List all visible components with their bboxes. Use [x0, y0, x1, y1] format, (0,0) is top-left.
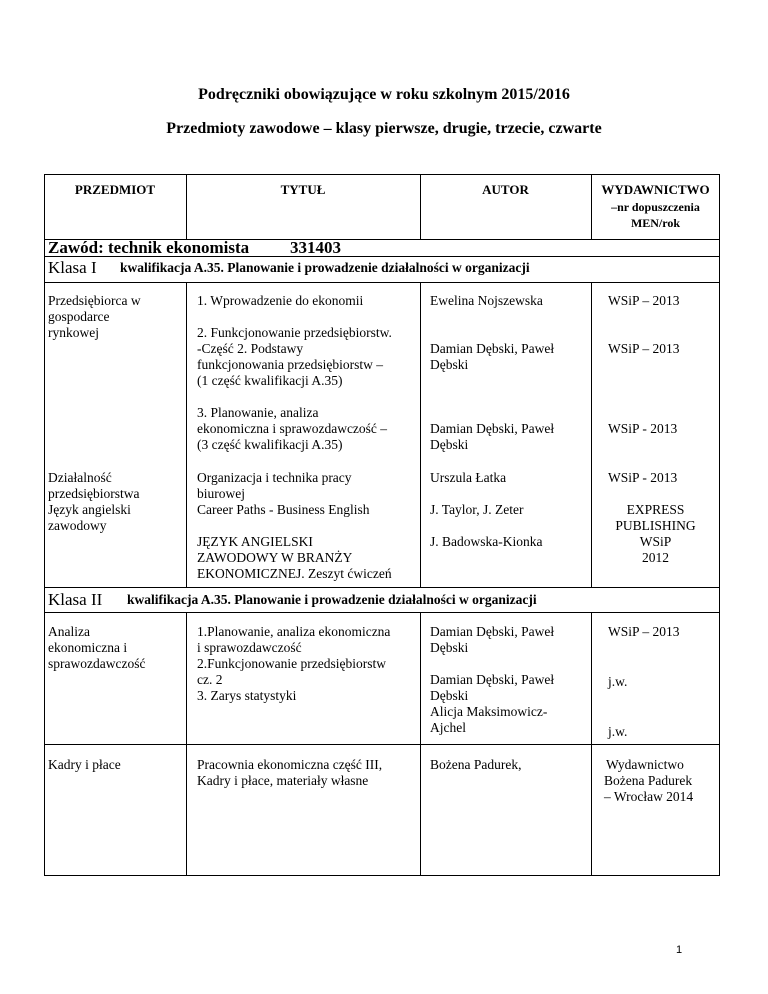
book-title: funkcjonowania przedsiębiorstw – — [197, 357, 383, 372]
subject-cell: zawodowy — [48, 518, 107, 533]
book-publisher: j.w. — [608, 724, 628, 739]
book-publisher: WSiP – 2013 — [608, 624, 680, 639]
book-title: Pracownia ekonomiczna część III, — [197, 757, 383, 772]
rule-klasa2-bottom — [44, 612, 720, 613]
book-author: Ewelina Nojszewska — [430, 293, 543, 308]
subject-cell: przedsiębiorstwa — [48, 486, 140, 501]
page-number: 1 — [676, 944, 683, 956]
book-title: 2.Funkcjonowanie przedsiębiorstw — [197, 656, 386, 671]
subject-cell: gospodarce — [48, 309, 110, 324]
book-title: Kadry i płace, materiały własne — [197, 773, 369, 788]
col-rule-1 — [186, 612, 187, 876]
book-publisher: WSiP – 2013 — [608, 341, 680, 356]
book-title: -Część 2. Podstawy — [197, 341, 304, 356]
document-subtitle: Przedmioty zawodowe – klasy pierwsze, drugie, trzecie, czwarte — [166, 120, 602, 137]
book-title: ZAWODOWY W BRANŻY — [197, 550, 353, 565]
book-title: 2. Funkcjonowanie przedsiębiorstw. — [197, 325, 392, 340]
book-title: 1. Wprowadzenie do ekonomii — [197, 293, 364, 308]
book-publisher: Bożena Padurek — [604, 773, 693, 788]
book-author: Damian Dębski, Paweł — [430, 341, 555, 356]
book-title: 1.Planowanie, analiza ekonomiczna — [197, 624, 391, 639]
book-author: J. Badowska-Kionka — [430, 534, 543, 549]
book-publisher: PUBLISHING — [615, 518, 696, 533]
klasa1-kwalifikacja: kwalifikacja A.35. Planowanie i prowadzenie działalności w organizacji — [120, 260, 530, 275]
book-publisher: j.w. — [608, 674, 628, 689]
col-rule-2 — [420, 612, 421, 876]
book-publisher: – Wrocław 2014 — [604, 789, 694, 804]
book-title: ekonomiczna i sprawozdawczość – — [197, 421, 388, 436]
subject-cell: Działalność — [48, 470, 112, 485]
klasa2-kwalifikacja: kwalifikacja A.35. Planowanie i prowadzenie działalności w organizacji — [127, 592, 537, 607]
subject-cell: Język angielski — [48, 502, 131, 517]
book-title: cz. 2 — [197, 672, 223, 687]
book-title: i sprawozdawczość — [197, 640, 302, 655]
header-publisher: WYDAWNICTWO — [601, 182, 710, 197]
col-rule-1 — [186, 282, 187, 587]
book-author: Alicja Maksimowicz- — [430, 704, 548, 719]
book-publisher: WSiP - 2013 — [608, 470, 678, 485]
book-title: 3. Zarys statystyki — [197, 688, 297, 703]
book-publisher: EXPRESS — [626, 502, 685, 517]
book-author: Ajchel — [430, 720, 466, 735]
book-author: Dębski — [430, 357, 469, 372]
header-publisher-line3: MEN/rok — [630, 216, 681, 230]
rule-row-kadry — [44, 744, 720, 745]
book-title: (1 część kwalifikacji A.35) — [197, 373, 343, 388]
rule-klasa2-top — [44, 587, 720, 588]
col-rule-3 — [591, 612, 592, 876]
header-publisher-line2: –nr dopuszczenia — [611, 200, 700, 214]
book-author: Dębski — [430, 437, 469, 452]
book-author: Damian Dębski, Paweł — [430, 421, 555, 436]
book-publisher: WSiP - 2013 — [608, 421, 678, 436]
book-title: Career Paths - Business English — [197, 502, 370, 517]
zawod-label: Zawód: technik ekonomista — [48, 238, 250, 257]
subject-cell: ekonomiczna i — [48, 640, 128, 655]
book-title: (3 część kwalifikacji A.35) — [197, 437, 343, 452]
document-title: Podręczniki obowiązujące w roku szkolnym 2015/2016 — [198, 86, 570, 103]
book-title: biurowej — [197, 486, 245, 501]
book-publisher: WSiP – 2013 — [608, 293, 680, 308]
book-title: EKONOMICZNEJ. Zeszyt ćwiczeń — [197, 566, 392, 581]
book-author: Dębski — [430, 640, 469, 655]
klasa1-label: Klasa I — [48, 258, 97, 277]
book-author: J. Taylor, J. Zeter — [430, 502, 524, 517]
header-author: AUTOR — [482, 182, 529, 197]
subject-cell: Przedsiębiorca w — [48, 293, 141, 308]
book-author: Dębski — [430, 688, 469, 703]
header-title: TYTUŁ — [280, 182, 326, 197]
book-author: Damian Dębski, Paweł — [430, 624, 555, 639]
subject-cell: Analiza — [48, 624, 90, 639]
book-publisher: WSiP — [639, 534, 672, 549]
col-rule-2 — [420, 282, 421, 587]
book-author: Bożena Padurek, — [430, 757, 522, 772]
subject-cell: Kadry i płace — [48, 757, 121, 772]
subject-cell: sprawozdawczość — [48, 656, 146, 671]
book-author: Urszula Łatka — [430, 470, 507, 485]
book-author: Damian Dębski, Paweł — [430, 672, 555, 687]
rule-klasa1-bottom — [44, 282, 720, 283]
book-title: Organizacja i technika pracy — [197, 470, 352, 485]
book-publisher: Wydawnictwo — [606, 757, 684, 772]
book-title: JĘZYK ANGIELSKI — [197, 534, 313, 549]
klasa2-label: Klasa II — [48, 590, 103, 609]
book-title: 3. Planowanie, analiza — [197, 405, 319, 420]
subject-cell: rynkowej — [48, 325, 99, 340]
zawod-code: 331403 — [290, 238, 341, 257]
header-subject: PRZEDMIOT — [74, 182, 156, 197]
book-publisher: 2012 — [642, 550, 669, 565]
